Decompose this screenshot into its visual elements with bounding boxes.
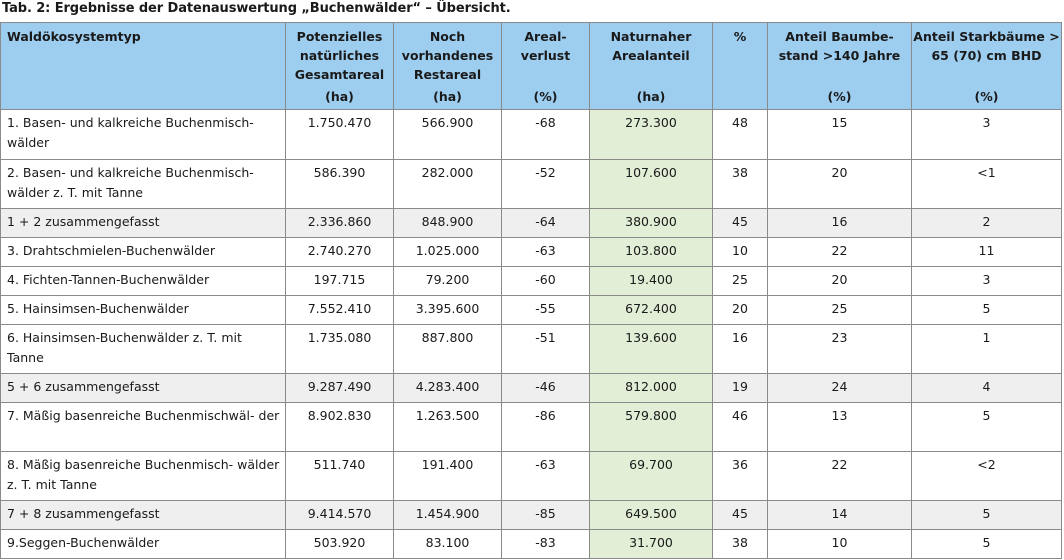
cell-percent: 36 [713, 452, 768, 501]
table-row [1, 501, 1062, 530]
cell-percent: 45 [713, 501, 768, 530]
cell-percent: 19 [713, 374, 768, 403]
header-cell: % [713, 23, 768, 110]
row-name: 2. Basen- und kalkreiche Buchenmisch- wälder z. T. mit Tanne [1, 160, 286, 209]
table-row [1, 267, 1062, 296]
cell-potential: 503.920 [286, 530, 394, 559]
cell-potential: 197.715 [286, 267, 394, 296]
row-name: 4. Fichten-Tannen-Buchenwälder [1, 267, 286, 296]
row-name: 1. Basen- und kalkreiche Buchenmisch- wälder [1, 110, 286, 160]
cell-remaining: 83.100 [394, 530, 502, 559]
cell-old-trees: 24 [768, 374, 912, 403]
row-name: 7. Mäßig basenreiche Buchenmischwäl- der [1, 403, 286, 452]
cell-potential: 511.740 [286, 452, 394, 501]
row-name: 9.Seggen-Buchenwälder [1, 530, 286, 559]
cell-loss: -55 [502, 296, 590, 325]
cell-large-trees: 3 [912, 267, 1062, 296]
cell-potential: 586.390 [286, 160, 394, 209]
cell-loss: -68 [502, 110, 590, 160]
cell-old-trees: 20 [768, 267, 912, 296]
cell-remaining: 848.900 [394, 209, 502, 238]
cell-percent: 38 [713, 530, 768, 559]
cell-natural-area: 672.400 [590, 296, 713, 325]
cell-large-trees: 4 [912, 374, 1062, 403]
cell-potential: 9.414.570 [286, 501, 394, 530]
cell-large-trees: 2 [912, 209, 1062, 238]
cell-potential: 7.552.410 [286, 296, 394, 325]
cell-remaining: 4.283.400 [394, 374, 502, 403]
cell-remaining: 1.454.900 [394, 501, 502, 530]
table-row [1, 238, 1062, 267]
cell-natural-area: 69.700 [590, 452, 713, 501]
cell-natural-area: 380.900 [590, 209, 713, 238]
cell-loss: -46 [502, 374, 590, 403]
cell-old-trees: 20 [768, 160, 912, 209]
table-body [1, 110, 1062, 559]
table-caption: Tab. 2: Ergebnisse der Datenauswertung „Buchenwälder“ – Übersicht. [2, 1, 511, 16]
cell-percent: 38 [713, 160, 768, 209]
cell-large-trees: 3 [912, 110, 1062, 160]
cell-large-trees: 5 [912, 501, 1062, 530]
cell-potential: 1.735.080 [286, 325, 394, 374]
header-cell: Noch vorhandenes Restareal (ha) [394, 23, 502, 110]
cell-old-trees: 14 [768, 501, 912, 530]
cell-loss: -63 [502, 452, 590, 501]
cell-loss: -63 [502, 238, 590, 267]
cell-natural-area: 273.300 [590, 110, 713, 160]
cell-old-trees: 16 [768, 209, 912, 238]
cell-remaining: 79.200 [394, 267, 502, 296]
cell-potential: 9.287.490 [286, 374, 394, 403]
cell-natural-area: 649.500 [590, 501, 713, 530]
header-cell: Anteil Baumbe- stand >140 Jahre (%) [768, 23, 912, 110]
row-name: 8. Mäßig basenreiche Buchenmisch- wälder z. T. mit Tanne [1, 452, 286, 501]
table-row [1, 325, 1062, 374]
header-cell: Potenzielles natürliches Gesamtareal (ha) [286, 23, 394, 110]
cell-old-trees: 15 [768, 110, 912, 160]
cell-natural-area: 812.000 [590, 374, 713, 403]
cell-percent: 45 [713, 209, 768, 238]
cell-percent: 20 [713, 296, 768, 325]
cell-remaining: 282.000 [394, 160, 502, 209]
cell-natural-area: 579.800 [590, 403, 713, 452]
table-row [1, 296, 1062, 325]
row-name: 1 + 2 zusammengefasst [1, 209, 286, 238]
table-row [1, 110, 1062, 160]
cell-large-trees: 5 [912, 530, 1062, 559]
header-cell: Anteil Starkbäume > 65 (70) cm BHD (%) [912, 23, 1062, 110]
cell-old-trees: 10 [768, 530, 912, 559]
results-table [0, 22, 1062, 559]
header-cell: Waldökosystemtyp [1, 23, 286, 110]
cell-loss: -83 [502, 530, 590, 559]
cell-large-trees: <2 [912, 452, 1062, 501]
table-row [1, 530, 1062, 559]
cell-loss: -51 [502, 325, 590, 374]
row-name: 5 + 6 zusammengefasst [1, 374, 286, 403]
cell-loss: -86 [502, 403, 590, 452]
table-row [1, 374, 1062, 403]
row-name: 6. Hainsimsen-Buchenwälder z. T. mit Tanne [1, 325, 286, 374]
header-row [1, 23, 1062, 110]
cell-large-trees: 11 [912, 238, 1062, 267]
cell-natural-area: 19.400 [590, 267, 713, 296]
cell-old-trees: 13 [768, 403, 912, 452]
row-name: 7 + 8 zusammengefasst [1, 501, 286, 530]
table-row [1, 160, 1062, 209]
cell-loss: -52 [502, 160, 590, 209]
cell-loss: -64 [502, 209, 590, 238]
cell-natural-area: 31.700 [590, 530, 713, 559]
cell-percent: 16 [713, 325, 768, 374]
row-name: 3. Drahtschmielen-Buchenwälder [1, 238, 286, 267]
cell-potential: 2.740.270 [286, 238, 394, 267]
header-cell: Naturnaher Arealanteil (ha) [590, 23, 713, 110]
cell-natural-area: 107.600 [590, 160, 713, 209]
cell-remaining: 566.900 [394, 110, 502, 160]
cell-old-trees: 25 [768, 296, 912, 325]
cell-potential: 1.750.470 [286, 110, 394, 160]
cell-potential: 2.336.860 [286, 209, 394, 238]
cell-loss: -85 [502, 501, 590, 530]
cell-percent: 48 [713, 110, 768, 160]
table-row [1, 403, 1062, 452]
cell-remaining: 1.263.500 [394, 403, 502, 452]
cell-natural-area: 139.600 [590, 325, 713, 374]
cell-percent: 10 [713, 238, 768, 267]
row-name: 5. Hainsimsen-Buchenwälder [1, 296, 286, 325]
cell-loss: -60 [502, 267, 590, 296]
header-cell: Areal- verlust (%) [502, 23, 590, 110]
cell-remaining: 1.025.000 [394, 238, 502, 267]
cell-large-trees: 5 [912, 403, 1062, 452]
cell-old-trees: 23 [768, 325, 912, 374]
cell-old-trees: 22 [768, 452, 912, 501]
cell-old-trees: 22 [768, 238, 912, 267]
cell-natural-area: 103.800 [590, 238, 713, 267]
cell-potential: 8.902.830 [286, 403, 394, 452]
table-row [1, 209, 1062, 238]
cell-percent: 46 [713, 403, 768, 452]
cell-remaining: 191.400 [394, 452, 502, 501]
cell-percent: 25 [713, 267, 768, 296]
cell-large-trees: 1 [912, 325, 1062, 374]
cell-remaining: 3.395.600 [394, 296, 502, 325]
cell-remaining: 887.800 [394, 325, 502, 374]
cell-large-trees: <1 [912, 160, 1062, 209]
table-row [1, 452, 1062, 501]
cell-large-trees: 5 [912, 296, 1062, 325]
